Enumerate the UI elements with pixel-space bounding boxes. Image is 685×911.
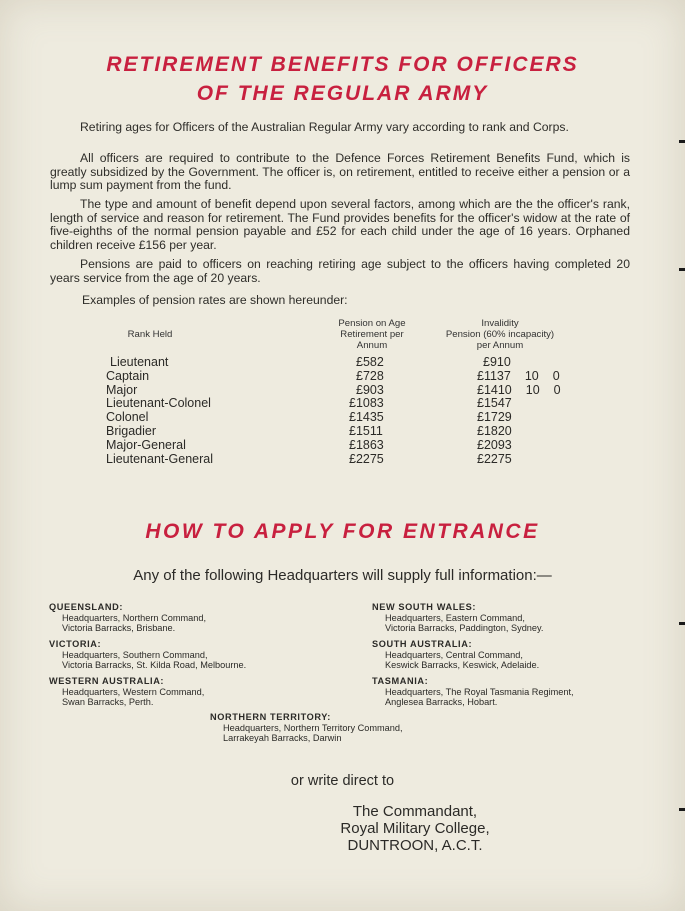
hq-address-line: Headquarters, The Royal Tasmania Regiment, [385, 686, 574, 697]
page-edge-mark [679, 622, 685, 625]
table-header-age-retirement [314, 318, 430, 351]
table-row-age-pension: £2275 [349, 451, 384, 466]
table-row-invalidity-pension [477, 425, 512, 439]
invalidity-pounds: £1137 [477, 368, 511, 383]
header-line: Invalidity [481, 318, 519, 329]
invalidity-pounds: £1820 [477, 424, 512, 438]
table-row-rank: Major [106, 382, 138, 397]
paragraph-benefit-factors: The type and amount of benefit depend upon several factors, among which are the the officer's rank, length of service and reason for retirement. The Fund provides benefits for the officer's widow at the rate of five-eighths of the normal pension payable and £52 for each child under the age of 16 years. Orphaned children receive £156 per year. [50, 197, 630, 252]
header-line: per Annum [476, 340, 524, 351]
header-line: Pension on Age [338, 318, 406, 329]
table-row-age-pension: £1511 [349, 424, 383, 438]
hq-address-line: Headquarters, Northern Territory Command, [223, 722, 403, 733]
table-row-rank: Lieutenant-Colonel [106, 396, 211, 411]
hq-address-line: Headquarters, Southern Command, [62, 649, 208, 660]
hq-address-line: Headquarters, Western Command, [62, 686, 205, 697]
invalidity-pounds: £2093 [477, 437, 512, 452]
table-row-age-pension: £728 [356, 368, 384, 383]
hq-south-australia [372, 639, 539, 671]
invalidity-pounds: £1547 [477, 396, 512, 411]
table-row-rank: Brigadier [106, 424, 157, 438]
hq-state-label: NEW SOUTH WALES: [372, 602, 477, 612]
header-line: Retirement per [340, 329, 404, 340]
table-row-age-pension: £1435 [349, 410, 384, 425]
table-row-rank: Lieutenant-General [106, 451, 214, 466]
page-edge-mark [679, 140, 685, 143]
document-title-line-1: RETIREMENT BENEFITS FOR OFFICERS [106, 53, 579, 76]
hq-address-line: Victoria Barracks, Paddington, Sydney. [385, 623, 544, 634]
table-row-invalidity-pension [477, 370, 560, 384]
invalidity-pence: 0 [553, 382, 561, 397]
table-row-rank: Lieutenant [110, 355, 169, 369]
hq-state-label: TASMANIA: [372, 676, 429, 686]
hq-western-australia [49, 676, 204, 708]
hq-northern-territory [210, 712, 403, 744]
paragraph-contributions: All officers are required to contribute to the Defence Forces Retirement Benefits Fund, which is greatly subsidized by the Government. The officer is, on retirement, entitled to receive either a pension or a lump sum payment from the fund. [50, 151, 630, 193]
hq-state-label: QUEENSLAND: [49, 602, 123, 612]
address-line: DUNTROON, A.C.T. [347, 837, 483, 854]
apply-intro: Any of the following Headquarters will supply full information:— [133, 567, 552, 584]
invalidity-pounds: £910 [483, 355, 511, 369]
paragraph-retiring-ages: Retiring ages for Officers of the Australian Regular Army vary according to rank and Corps. [80, 120, 569, 134]
commandant-address [0, 803, 685, 854]
table-row-age-pension: £1863 [349, 437, 384, 452]
hq-state-label: NORTHERN TERRITORY: [210, 712, 331, 722]
paragraph-pension-eligibility: Pensions are paid to officers on reaching retiring age subject to the officers having completed 20 years service from the age of 20 years. [50, 257, 630, 285]
hq-tasmania [372, 676, 574, 708]
hq-state-label: WESTERN AUSTRALIA: [49, 676, 165, 686]
header-line: Annum [356, 340, 388, 351]
hq-address-line: Headquarters, Central Command, [385, 649, 523, 660]
invalidity-pounds: £1729 [477, 410, 512, 425]
table-header-rank: Rank Held [127, 329, 173, 340]
hq-state-label: VICTORIA: [49, 639, 102, 649]
hq-state-label: SOUTH AUSTRALIA: [372, 639, 473, 649]
invalidity-pence: 0 [552, 368, 560, 383]
table-header-invalidity [428, 318, 572, 351]
table-row-rank: Colonel [106, 410, 149, 425]
paragraph-examples: Examples of pension rates are shown hereunder: [82, 293, 348, 307]
table-row-rank: Major-General [106, 437, 186, 452]
write-direct-text: or write direct to [290, 773, 395, 789]
table-row-invalidity-pension [483, 356, 511, 370]
hq-address-line: Anglesea Barracks, Hobart. [385, 697, 498, 708]
address-line: Royal Military College, [340, 820, 490, 837]
table-row-invalidity-pension [477, 439, 512, 453]
hq-victoria [49, 639, 246, 671]
hq-queensland [49, 602, 206, 634]
hq-new-south-wales [372, 602, 543, 634]
table-row-age-pension: £582 [356, 355, 384, 369]
apply-heading: HOW TO APPLY FOR ENTRANCE [145, 520, 540, 543]
table-row-rank: Captain [106, 368, 150, 383]
table-row-invalidity-pension [477, 397, 512, 411]
table-row-age-pension: £1083 [349, 396, 384, 411]
hq-address-line: Swan Barracks, Perth. [62, 697, 154, 708]
table-row-invalidity-pension [477, 453, 512, 467]
hq-address-line: Victoria Barracks, Brisbane. [62, 623, 176, 634]
table-row-age-pension: £903 [356, 382, 384, 397]
hq-address-line: Headquarters, Eastern Command, [385, 612, 525, 623]
page-edge-mark [679, 268, 685, 271]
invalidity-pounds: £2275 [477, 451, 512, 466]
hq-address-line: Larrakeyah Barracks, Darwin [223, 733, 342, 744]
hq-address-line: Headquarters, Northern Command, [62, 612, 207, 623]
invalidity-pounds: £1410 [477, 382, 512, 397]
table-row-invalidity-pension [477, 411, 512, 425]
table-row-invalidity-pension [477, 384, 561, 398]
header-line: Pension (60% incapacity) [445, 329, 555, 340]
hq-address-line: Keswick Barracks, Keswick, Adelaide. [385, 660, 540, 671]
invalidity-shillings: 10 [525, 382, 540, 397]
document-title-line-2: OF THE REGULAR ARMY [196, 82, 489, 105]
hq-address-line: Victoria Barracks, St. Kilda Road, Melbourne. [62, 660, 247, 671]
invalidity-shillings: 10 [524, 368, 539, 383]
address-line: The Commandant, [352, 803, 478, 820]
